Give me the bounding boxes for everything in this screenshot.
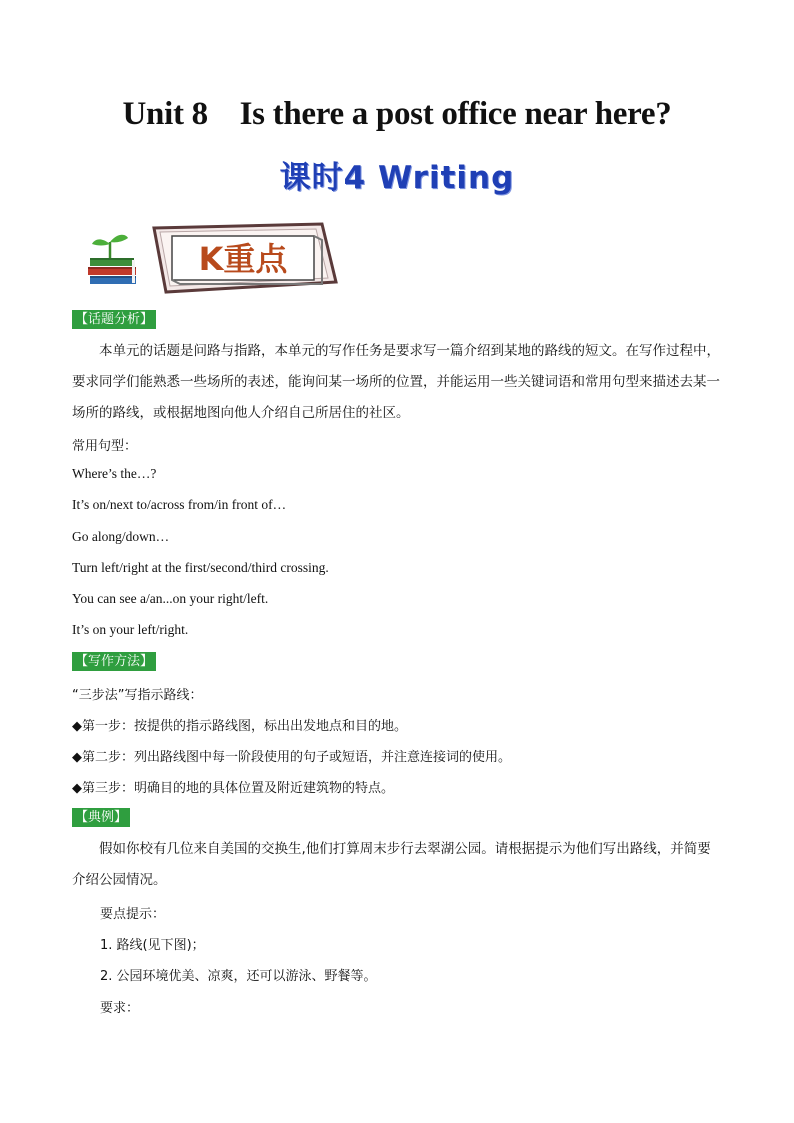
pattern-line: Go along/down… — [72, 529, 170, 544]
logo-label: K重点 — [198, 240, 288, 278]
section-tag-example: 【典例】 — [72, 808, 130, 827]
section-tag-topic: 【话题分析】 — [72, 310, 156, 329]
book-stack-sprout-icon — [86, 222, 338, 296]
pattern-line: It’s on/next to/across from/in front of… — [72, 497, 287, 512]
example-paragraph: 假如你校有几位来自美国的交换生,他们打算周末步行去翠湖公园。请根据提示为他们写出路线，并简要介绍公园情况。 — [72, 841, 711, 888]
pattern-line: It’s on your left/right. — [72, 622, 189, 637]
method-step: ◆第三步：明确目的地的具体位置及附近建筑物的特点。 — [72, 781, 394, 796]
points-label: 要点提示： — [100, 907, 166, 922]
requirements-label: 要求： — [100, 1001, 140, 1016]
pattern-line: Turn left/right at the first/second/third crossing. — [72, 560, 329, 575]
method-step: ◆第一步：按提供的指示路线图，标出出发地点和目的地。 — [72, 719, 407, 734]
section-tag-method: 【写作方法】 — [72, 652, 156, 671]
key-points-logo — [86, 222, 338, 296]
method-intro: “三步法”写指示路线： — [72, 688, 203, 703]
point-item: 1. 路线(见下图)； — [100, 938, 205, 953]
pattern-line: Where’s the…? — [72, 466, 157, 481]
patterns-label: 常用句型： — [72, 439, 138, 454]
topic-paragraph: 本单元的话题是问路与指路，本单元的写作任务是要求写一篇介绍到某地的路线的短文。在写作过程中，要求同学们能熟悉一些场所的表述，能询问某一场所的位置，并能运用一些关键词语和常用句型来描述去某一场所的路线，或根据地图向他人介绍自己所居住的社区。 — [72, 343, 720, 421]
page-subtitle: 课时4 Writing — [279, 160, 515, 196]
page-title: Unit 8 Is there a post office near here? — [122, 96, 672, 132]
point-item: 2. 公园环境优美、凉爽，还可以游泳、野餐等。 — [100, 969, 377, 984]
method-step: ◆第二步：列出路线图中每一阶段使用的句子或短语，并注意连接词的使用。 — [72, 750, 511, 765]
pattern-line: You can see a/an...on your right/left. — [72, 591, 269, 606]
